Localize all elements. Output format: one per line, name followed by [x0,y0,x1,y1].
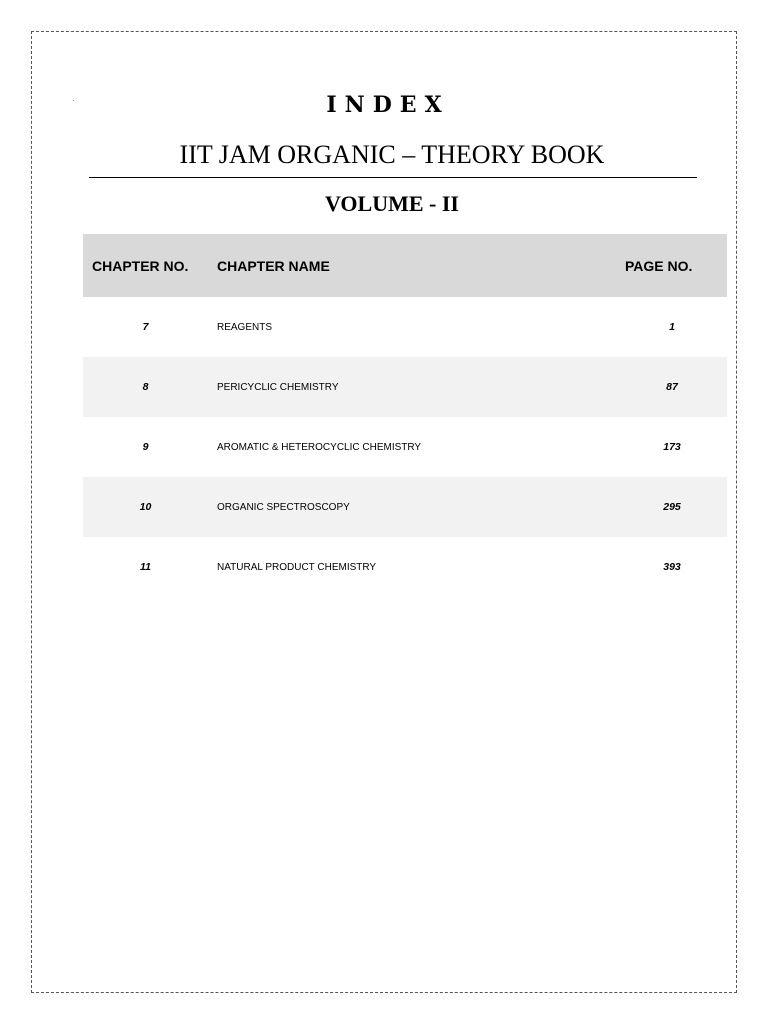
table-row [83,297,727,357]
chapter-name: NATURAL PRODUCT CHEMISTRY [217,561,377,573]
page-number: 295 [663,501,681,513]
index-title: INDEX [326,92,450,118]
title-divider [89,177,697,178]
chapter-number: 7 [142,321,149,333]
table-header-row [83,234,727,297]
chapter-name: REAGENTS [217,321,273,333]
column-header-chapter-name: CHAPTER NAME [217,257,330,274]
chapter-number: 11 [140,561,151,573]
page-number: 1 [669,321,675,333]
page-number: 393 [663,561,681,573]
table-row [83,357,727,417]
page-number: 173 [663,441,681,453]
page-number: 87 [666,381,678,393]
table-row [83,477,727,537]
chapter-number: 9 [142,441,149,453]
column-header-page-no: PAGE NO. [625,257,693,274]
chapter-name: ORGANIC SPECTROSCOPY [217,501,350,513]
chapter-name: PERICYCLIC CHEMISTRY [217,381,339,393]
table-row [83,537,727,597]
volume-title: VOLUME - II [324,191,459,216]
chapter-number: 8 [142,381,149,393]
index-table [83,234,727,597]
column-header-chapter-no: CHAPTER NO. [92,257,189,274]
chapter-number: 10 [139,501,152,513]
book-title: IIT JAM ORGANIC – THEORY BOOK [179,140,605,169]
table-row [83,417,727,477]
chapter-name: AROMATIC & HETEROCYCLIC CHEMISTRY [217,441,422,453]
